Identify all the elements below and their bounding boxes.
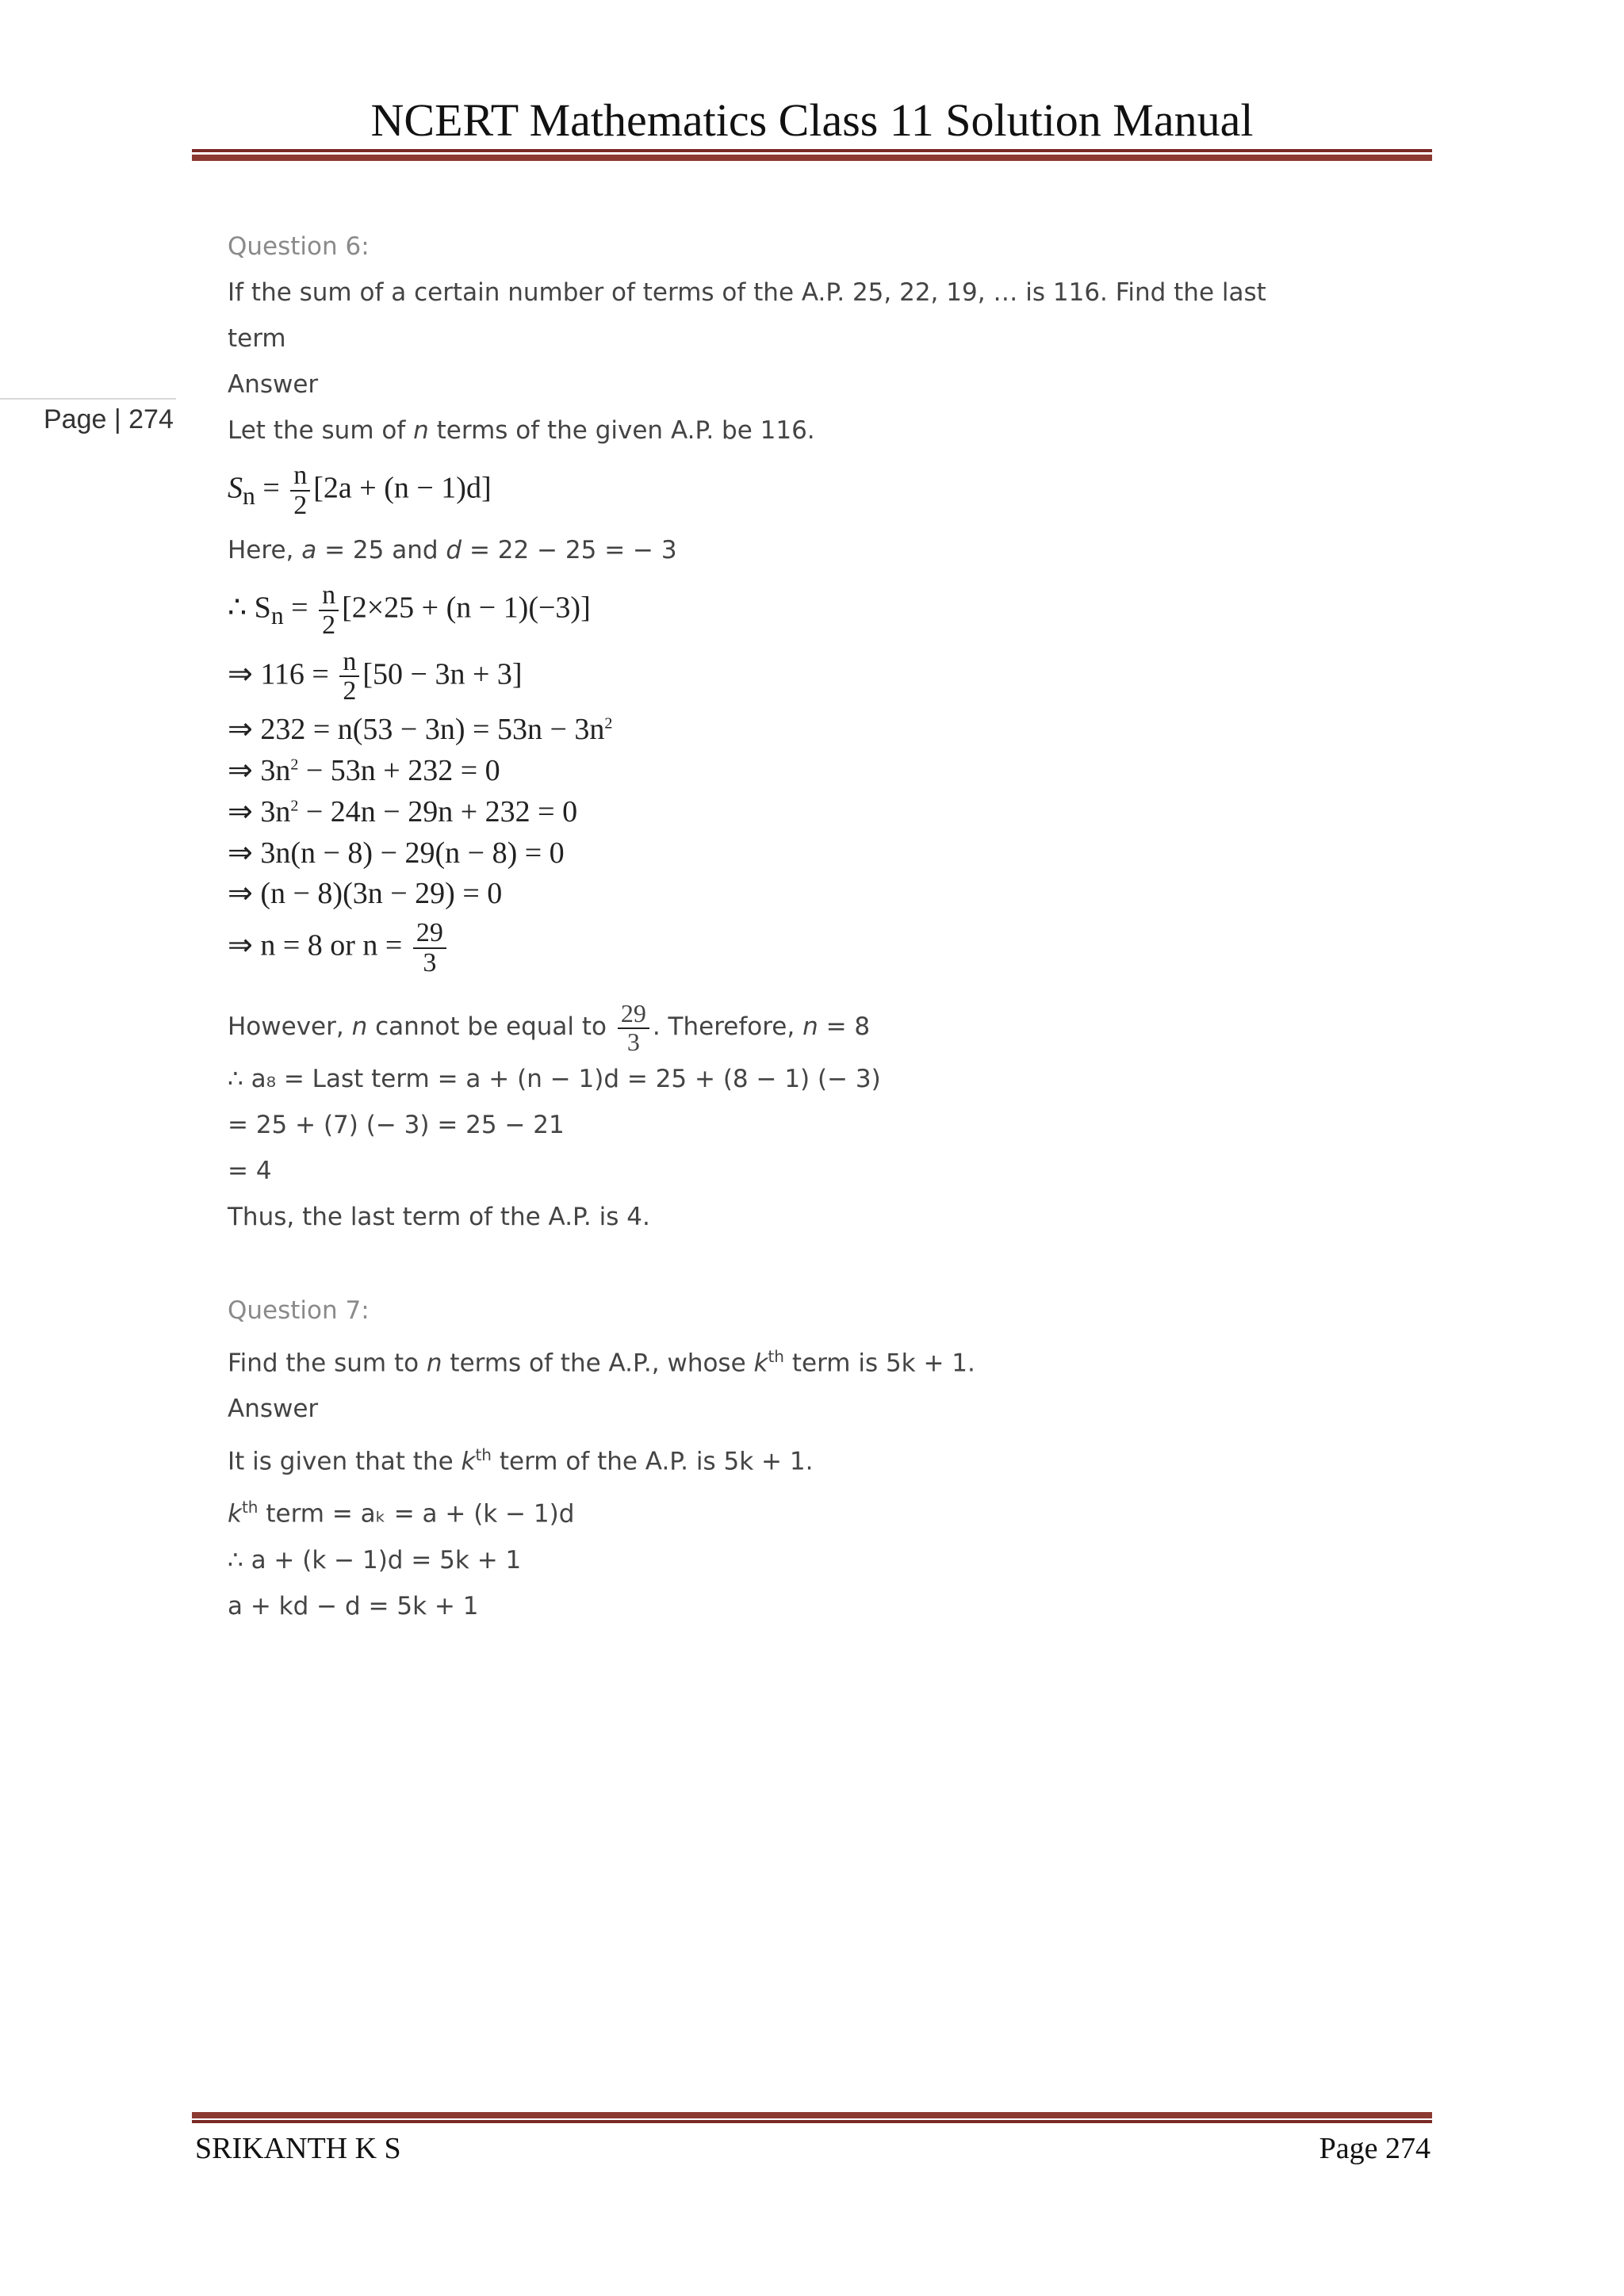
given-values: Here, a = 25 and d = 22 − 25 = − 3 <box>228 536 677 565</box>
answer-label-q7: Answer <box>228 1395 319 1423</box>
page-header-title: NCERT Mathematics Class 11 Solution Manual <box>370 94 1254 146</box>
footer-author: SRIKANTH K S <box>195 2132 401 2165</box>
side-page-label: Page | 274 <box>44 404 174 434</box>
header-rule-thick <box>192 155 1432 161</box>
q7-step2: a + kd − d = 5k + 1 <box>228 1591 479 1621</box>
question-7-heading: Question 7: <box>228 1295 370 1325</box>
footer-rule-thin <box>192 2120 1432 2123</box>
last-term-line1: ∴ a₈ = Last term = a + (n − 1)d = 25 + (8 − 1) (− 3) <box>228 1064 881 1093</box>
q7-given: It is given that the $k^{th}$ term of the A.P. is 5k + 1. <box>228 1445 814 1476</box>
formula-sum-general: $S_n$ = $\frac{n}{2}$ [2a + (n − 1)d] <box>228 461 492 520</box>
q7-kth-term: $k^{th}$ term = aₖ = a + (k − 1)d <box>228 1498 575 1529</box>
root-rejection: However, n cannot be equal to $\frac{29}{3}$ . Therefore, n = 8 <box>228 999 871 1057</box>
footer-page-number: Page 274 <box>1319 2132 1431 2165</box>
side-divider <box>0 398 176 400</box>
formula-step-factor: ⇒ (n − 8)(3n − 29) = 0 <box>228 877 503 911</box>
header-rule-thin <box>192 149 1432 152</box>
question-6-heading: Question 6: <box>228 232 370 261</box>
fraction: $\frac{n}{2}$ <box>339 648 359 706</box>
fraction: $\frac{29}{3}$ <box>618 1001 649 1055</box>
fraction: $\frac{29}{3}$ <box>413 919 446 977</box>
footer-rule-thick <box>192 2112 1432 2118</box>
answer-label: Answer <box>228 370 319 399</box>
formula-step-split: ⇒ $3n^2 - 24n - 29n + 232 = 0$ <box>228 794 578 828</box>
fraction: $\frac{n}{2}$ <box>319 581 339 639</box>
formula-step-roots: ⇒ n = 8 or n = $\frac{29}{3}$ <box>228 919 1417 977</box>
page-content <box>228 224 1417 1629</box>
question-6-text-line1: If the sum of a certain number of terms of the A.P. 25, 22, 19, … is 116. Find the last <box>228 278 1266 307</box>
last-term-line2: = 25 + (7) (− 3) = 25 − 21 <box>228 1110 565 1139</box>
formula-substituted: ∴ $S_n$ = $\frac{n}{2}$ [2×25 + (n − 1)(−3)] <box>228 580 591 641</box>
fraction: $\frac{n}{2}$ <box>290 461 310 519</box>
question-7-text: Find the sum to n terms of the A.P., whose $k^{th}$ term is 5k + 1. <box>228 1346 975 1377</box>
question-6-text-line2: term <box>228 324 286 353</box>
last-term-line3: = 4 <box>228 1156 272 1185</box>
q7-step1: ∴ a + (k − 1)d = 5k + 1 <box>228 1545 522 1575</box>
formula-step-group: ⇒ 3n(n − 8) − 29(n − 8) = 0 <box>228 836 565 870</box>
formula-step-232: ⇒ $232 = n(53 - 3n) = 53n - 3n^2$ <box>228 713 613 747</box>
q6-conclusion: Thus, the last term of the A.P. is 4. <box>228 1202 650 1231</box>
formula-step-quadratic: ⇒ $3n^2 - 53n + 232 = 0$ <box>228 753 500 787</box>
formula-step-116: ⇒ 116 = $\frac{n}{2}$ [50 − 3n + 3] <box>228 646 523 706</box>
answer-intro: Let the sum of n terms of the given A.P. be 116. <box>228 416 815 445</box>
